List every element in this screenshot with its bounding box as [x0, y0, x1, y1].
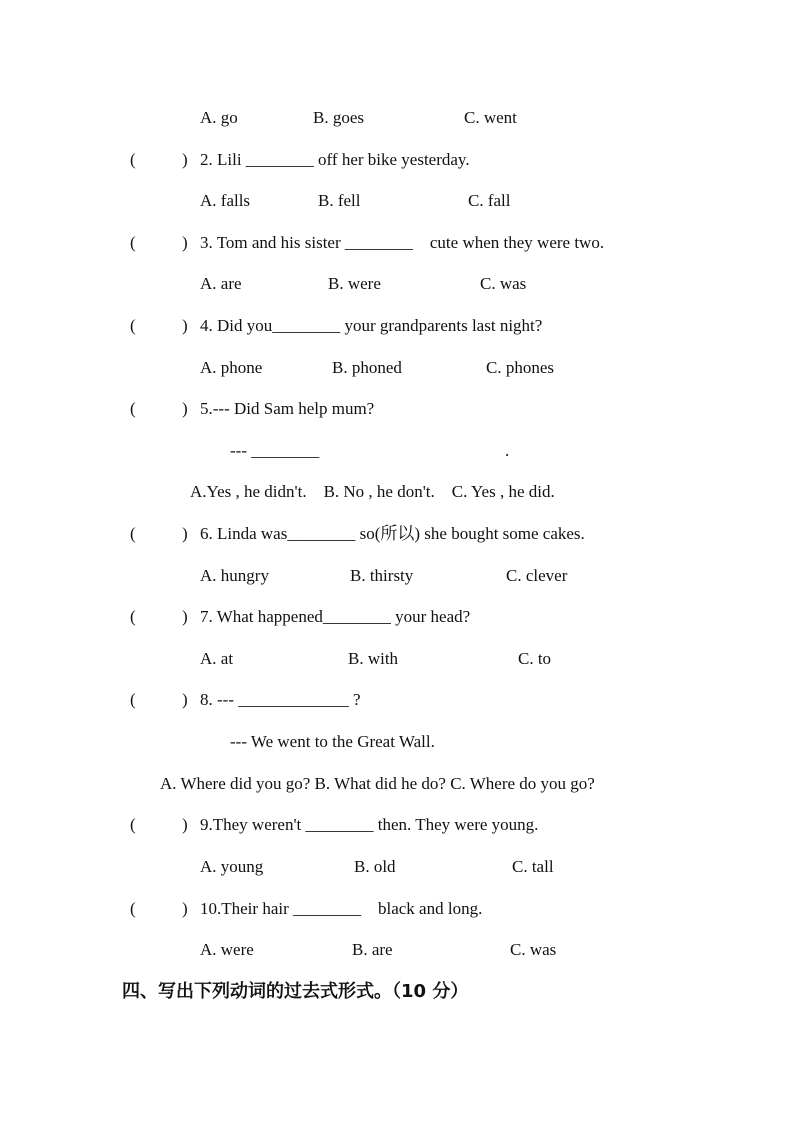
q2-option-b: B. fell [318, 191, 361, 210]
q5-stem: 5.--- Did Sam help mum? [200, 399, 375, 418]
answer-paren-close: ) [182, 607, 188, 626]
q4-stem: 4. Did you________ your grandparents last night? [200, 316, 543, 335]
q8-stem: 8. --- _____________ ? [200, 690, 361, 709]
answer-paren-open: ( [130, 899, 136, 918]
q6-option-b: B. thirsty [350, 566, 414, 585]
q4-option-c: C. phones [486, 358, 554, 377]
answer-paren-close: ) [182, 815, 188, 834]
q9-stem: 9.They weren't ________ then. They were young. [200, 815, 539, 834]
q4-option-a: A. phone [200, 358, 263, 377]
answer-paren-close: ) [182, 233, 188, 252]
q10-option-c: C. was [510, 940, 557, 959]
q7-option-c: C. to [518, 649, 552, 668]
answer-paren-open: ( [130, 524, 136, 543]
q5-reply: --- ________ [230, 441, 320, 460]
q9-option-c: C. tall [512, 857, 554, 876]
q1-option-a: A. go [200, 108, 238, 127]
answer-paren-open: ( [130, 316, 136, 335]
q3-option-c: C. was [480, 274, 527, 293]
q6-stem: 6. Linda was________ so(所以) she bought some cakes. [200, 524, 585, 543]
q10-option-b: B. are [352, 940, 393, 959]
q3-option-a: A. are [200, 274, 242, 293]
q7-option-a: A. at [200, 649, 234, 668]
answer-paren-close: ) [182, 899, 188, 918]
q6-option-a: A. hungry [200, 566, 269, 585]
q1-option-b: B. goes [313, 108, 364, 127]
q8-options: A. Where did you go? B. What did he do? C. Where do you go? [160, 774, 595, 793]
q10-option-a: A. were [200, 940, 254, 959]
answer-paren-open: ( [130, 607, 136, 626]
answer-paren-open: ( [130, 399, 136, 418]
q5-reply-end: . [505, 441, 510, 460]
q2-option-c: C. fall [468, 191, 511, 210]
q9-option-b: B. old [354, 857, 396, 876]
answer-paren-close: ) [182, 690, 188, 709]
q5-options: A.Yes , he didn't. B. No , he don't. C. Yes , he did. [190, 482, 555, 501]
section-four-title: 四、写出下列动词的过去式形式。（10 分） [122, 981, 469, 1002]
q6-option-c: C. clever [506, 566, 568, 585]
answer-paren-close: ) [182, 150, 188, 169]
answer-paren-close: ) [182, 316, 188, 335]
answer-paren-open: ( [130, 690, 136, 709]
q1-option-c: C. went [464, 108, 517, 127]
q2-stem: 2. Lili ________ off her bike yesterday. [200, 150, 470, 169]
q3-option-b: B. were [328, 274, 381, 293]
q10-stem: 10.Their hair ________ black and long. [200, 899, 483, 918]
q9-option-a: A. young [200, 857, 264, 876]
q7-option-b: B. with [348, 649, 399, 668]
answer-paren-open: ( [130, 233, 136, 252]
q4-option-b: B. phoned [332, 358, 402, 377]
answer-paren-close: ) [182, 524, 188, 543]
q7-stem: 7. What happened________ your head? [200, 607, 471, 626]
q3-stem: 3. Tom and his sister ________ cute when they were two. [200, 233, 605, 252]
answer-paren-open: ( [130, 150, 136, 169]
q2-option-a: A. falls [200, 191, 251, 210]
q8-reply: --- We went to the Great Wall. [230, 732, 435, 751]
answer-paren-open: ( [130, 815, 136, 834]
answer-paren-close: ) [182, 399, 188, 418]
